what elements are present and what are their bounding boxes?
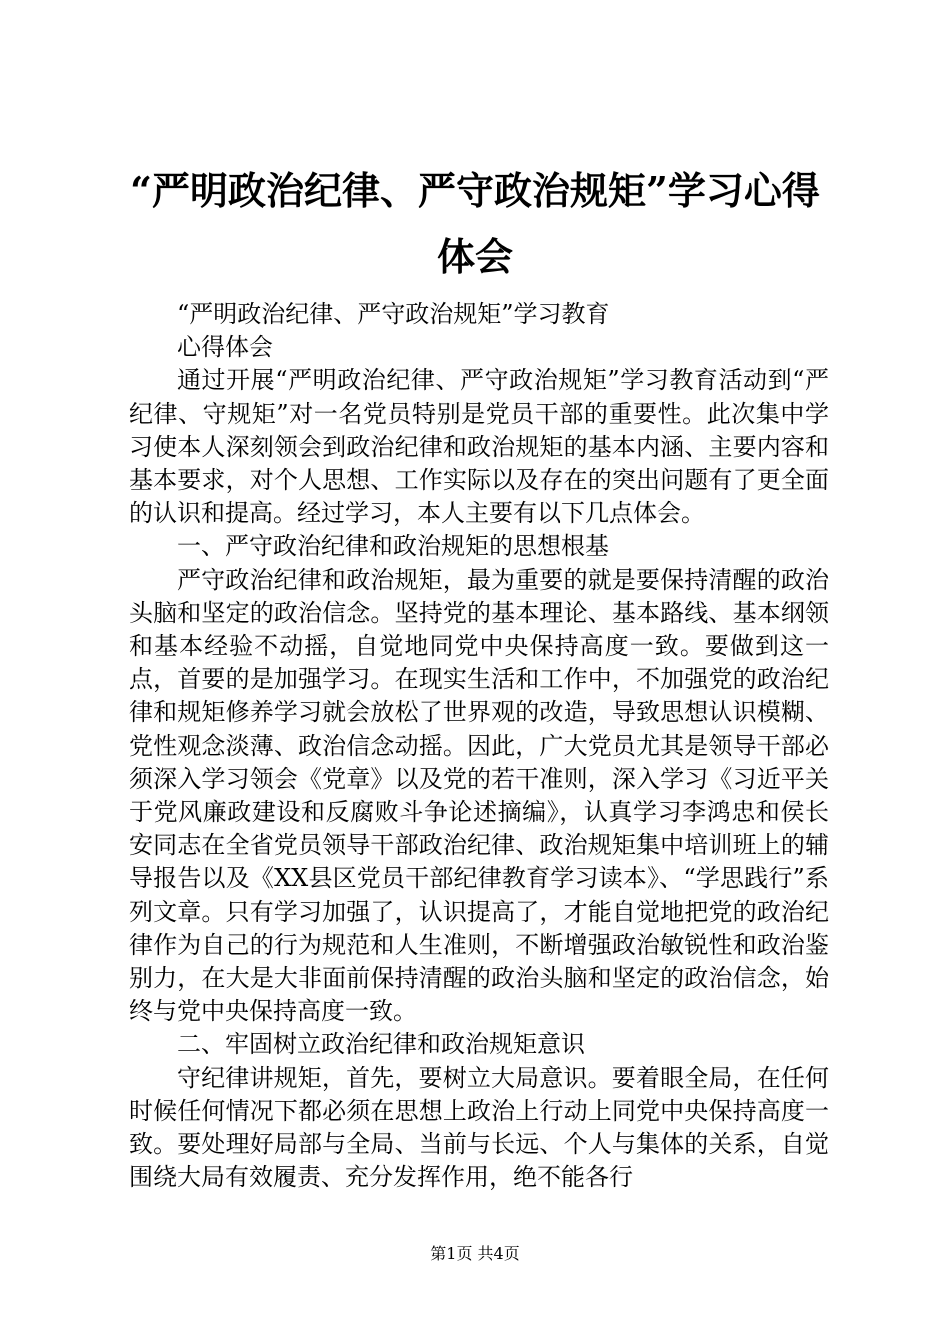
section-heading-1: 一、严守政治纪律和政治规矩的思想根基 xyxy=(177,532,609,561)
document-body xyxy=(129,298,829,1194)
section-heading-2: 二、牢固树立政治纪律和政治规矩意识 xyxy=(177,1030,585,1059)
paragraph-intro: 通过开展“严明政治纪律、严守政治规矩”学习教育活动到“严纪律、守规矩”对一名党员特别是党员干部的重要性。此次集中学习使本人深刻领会到政治纪律和政治规矩的基本内涵、主要内容和基本要求，对个人思想、工作实际以及存在的突出问题有了更全面的认识和提高。经过学习，本人主要有以下几点体会。 xyxy=(129,366,829,528)
document-title: “严明政治纪律、严守政治规矩”学习心得体会 xyxy=(130,168,820,279)
page-footer: 第1页 共4页 xyxy=(430,1244,520,1263)
paragraph-section-1: 严守政治纪律和政治规矩，最为重要的就是要保持清醒的政治头脑和坚定的政治信念。坚持党的基本理论、基本路线、基本纲领和基本经验不动摇，自觉地同党中央保持高度一致。要做到这一点，首要的是加强学习。在现实生活和工作中，不加强党的政治纪律和规矩修养学习就会放松了世界观的改造，导致思想认识模糊、党性观念淡薄、政治信念动摇。因此，广大党员尤其是领导干部必须深入学习领会《党章》以及党的若干准则，深入学习《习近平关于党风廉政建设和反腐败斗争论述摘编》，认真学习李鸿忠和侯长安同志在全省党员领导干部政治纪律、政治规矩集中培训班上的辅导报告以及《XX县区党员干部纪律教育学习读本》、“学思践行”系列文章。只有学习加强了，认识提高了，才能自觉地把党的政治纪律作为自己的行为规范和人生准则，不断增强政治敏锐性和政治鉴别力，在大是大非面前保持清醒的政治头脑和坚定的政治信念，始终与党中央保持高度一致。 xyxy=(129,565,829,1026)
paragraph-section-2: 守纪律讲规矩，首先，要树立大局意识。要着眼全局，在任何时候任何情况下都必须在思想上政治上行动上同党中央保持高度一致。要处理好局部与全局、当前与长远、个人与集体的关系，自觉围绕大局有效履责、充分发挥作用，绝不能各行 xyxy=(129,1063,829,1192)
subtitle-line-1: “严明政治纪律、严守政治规矩”学习教育 xyxy=(177,300,610,328)
subtitle-line-2: 心得体会 xyxy=(177,333,273,362)
